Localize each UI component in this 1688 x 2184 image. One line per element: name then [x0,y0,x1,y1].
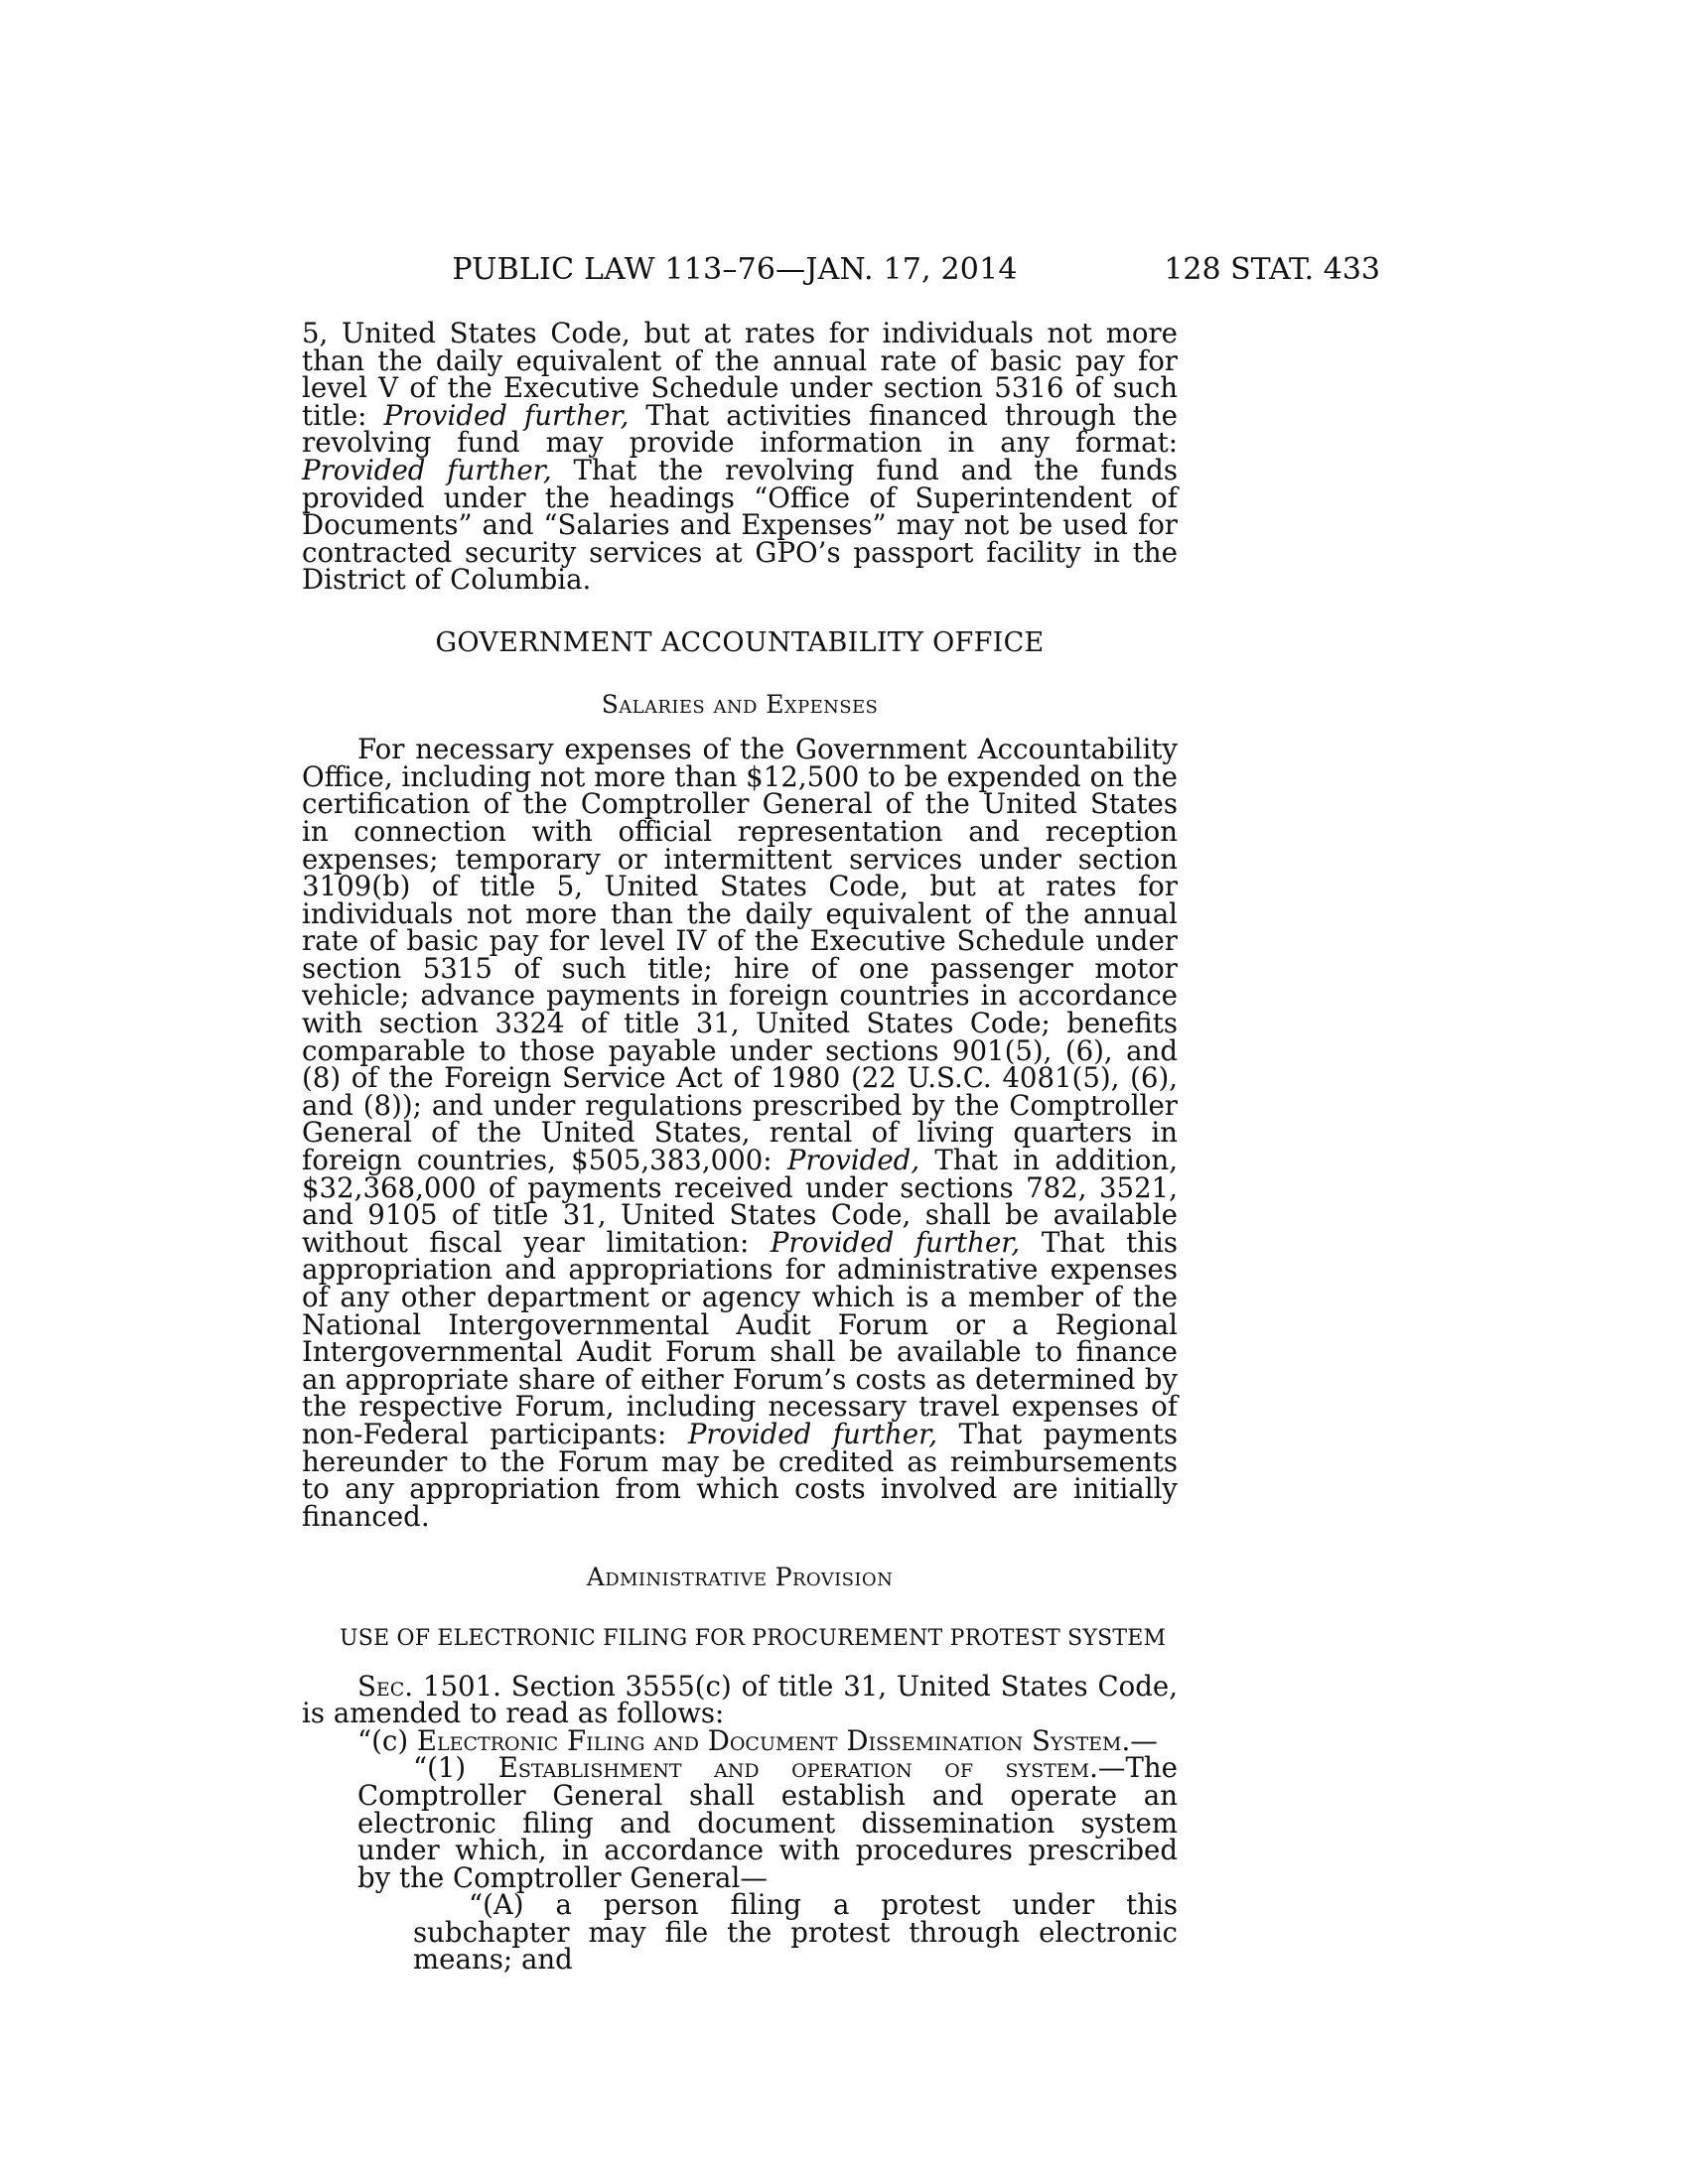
text-run: Section 3555(c) of title 31, United States Code, is amended to read as follows: [302,1669,1178,1730]
text-run: “(c) [357,1723,417,1757]
subparagraph-a: “(A) a person filing a protest under this subchapter may file the protest through electronic means; and [413,1888,1178,1977]
administrative-provision-heading: Administrative Provision [586,1563,894,1592]
text-run: “(1) [413,1751,498,1785]
subsection-c-heading [302,1723,1178,1757]
text-run: 5, United States Code, but at rates for individuals not more than the daily equivalent of the annual rate of basic pay for level V of the Executive Schedule under section 5316 of such title: [302,317,1178,432]
agency-heading: GOVERNMENT ACCOUNTABILITY OFFICE [435,626,1045,658]
text-run: — [1130,1723,1158,1757]
running-header-title: PUBLIC LAW 113–76—JAN. 17, 2014 [452,252,1018,287]
section-catchline: USE OF ELECTRONIC FILING FOR PROCUREMENT PROTEST SYSTEM [340,1625,1167,1651]
text-run: That this appropriation and appropriations for administrative expenses of any other department or agency which is a member of the National Intergovernmental Audit Forum or a Regional Intergovernmental Audit Forum shall be available to finance an appropriate share of either Forum’s costs as determined by the respective Forum, including necessary travel expenses of non-Federal participants: [302,1225,1179,1450]
proviso-italic: Provided further, [383,398,630,432]
proviso-italic: Provided, [786,1144,920,1177]
text-run: That the revolving fund and the funds provided under the headings “Office of Superintendent of Documents” and “Salaries and Expenses” may not be used for contracted security services at GPO’s passport facility in the District of Columbia. [302,453,1179,597]
text-run: —The Comptroller General shall establish and operate an electronic filing and document dissemination system under which, in accordance with procedures prescribed by the Comptroller General— [357,1751,1178,1894]
sub-heading: Salaries and Expenses [601,689,879,719]
continuation-paragraph [302,317,1179,597]
section-label: Sec. 1501. [357,1669,501,1703]
paragraph-1 [302,1751,1178,1894]
text-run: That payments hereunder to the Forum may be credited as reimbursements to any appropriation from which costs involved are initially financed. [302,1417,1178,1533]
gao-appropriation-paragraph [302,733,1179,1533]
paragraph-title: Establishment and operation of system. [497,1751,1098,1785]
text-run: For necessary expenses of the Government Accountability Office, including not more than $12,500 to be expended on the certification of the Comptroller General of the United States in connection with official representation and reception expenses; temporary or intermittent services under section 3109(b) of title 5, United States Code, but at rates for individuals not more than the daily equivalent of the annual rate of basic pay for level IV of the Executive Schedule under section 5315 of such title; hire of one passenger motor vehicle; advance payments in foreign countries in accordance with section 3324 of title 31, United States Code; benefits comparable to those payable under sections 901(5), (6), and (8) of the Foreign Service Act of 1980 (22 U.S.C. 4081(5), (6), and (8)); and under regulations prescribed by the Comptroller General of the United States, rental of living quarters in foreign countries, $505,383,000: [302,733,1178,1177]
text-run: That activities financed through the revolving fund may provide information in any format: [302,398,1178,460]
section-1501-paragraph [302,1669,1178,1730]
proviso-italic: Provided further, [770,1225,1021,1259]
page-stat-number: 128 STAT. 433 [1164,252,1380,287]
subsection-title: Electronic Filing and Document Dissemination System. [416,1723,1131,1757]
body-column [302,317,1179,1977]
text-run: That in addition, $32,368,000 of payments received under sections 782, 3521, and 9105 of title 31, United States Code, shall be available without fiscal year limitation: [302,1144,1178,1259]
proviso-italic: Provided further, [687,1417,938,1450]
proviso-italic: Provided further, [302,453,552,486]
